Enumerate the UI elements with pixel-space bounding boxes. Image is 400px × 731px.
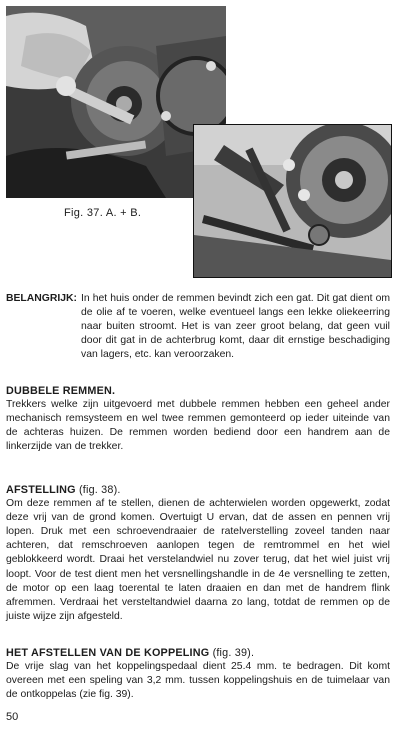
koppeling-section	[6, 646, 390, 702]
belangrijk-text: In het huis onder de remmen bevindt zich een gat. Dit gat dient om de olie af te voeren, welke eventueel langs een lekke oliekeerring naar buiten stroomt. Het is van zeer groot belang, dat geen vuil door dit gat in de achterbrug komt, daar dit ernstige beschadiging van lagers, etc. kan veroorzaken.	[81, 293, 390, 361]
koppeling-text: De vrije slag van het koppelingspedaal dient 25.4 mm. te bedragen. Dit komt overeen met een speling van 3,2 mm. tussen koppelingshuis en de tuimelaar van de ontkoppelas (zie fig. 39).	[6, 661, 390, 701]
dubbele-remmen-heading: DUBBELE REMMEN.	[6, 385, 116, 397]
dubbele-remmen-section	[6, 384, 390, 454]
page-number: 50	[6, 711, 19, 723]
belangrijk-label: BELANGRIJK:	[6, 293, 78, 304]
afstelling-figure-ref: (fig. 38).	[78, 484, 121, 496]
koppeling-heading: HET AFSTELLEN VAN DE KOPPELING	[6, 647, 210, 659]
afstelling-section	[6, 483, 390, 624]
figure-37b-photo	[193, 124, 392, 278]
dubbele-remmen-text: Trekkers welke zijn uitgevoerd met dubbele remmen hebben een geheel ander mechanisch remsysteem en wel twee remmen gemonteerd op ieder uiteinde van de achteras huizen. De remmen worden bediend door een handrem aan de linkerzijde van de trekker.	[6, 399, 390, 453]
afstelling-heading: AFSTELLING	[6, 484, 76, 496]
figure-caption: Fig. 37. A. + B.	[64, 207, 142, 219]
koppeling-figure-ref: (fig. 39).	[212, 647, 255, 659]
belangrijk-section	[6, 292, 390, 362]
afstelling-text: Om deze remmen af te stellen, dienen de achterwielen worden opgewerkt, zodat deze vrij van de grond komen. Overtuigt U ervan, dat de assen en pennen vrij lopen. Druk met een schroevendraaier de ratelverstelling zoveel tanden naar achteren, dat remschroeven aanlopen tegen de remtrommel en het wiel geblokkeerd wordt. Draai het verstelandwiel nu zover terug, dat het wiel juist vrij loopt. Voor de test dient men het versnellingshandle in de 4e versnelling te zetten, de motor op een laag toerental te laten draaien en dan met de handrem flink afremmen. Verdraai het versteltandwiel daarna zo lang, totdat de remmen op de juiste wijze zijn afgesteld.	[6, 498, 390, 622]
